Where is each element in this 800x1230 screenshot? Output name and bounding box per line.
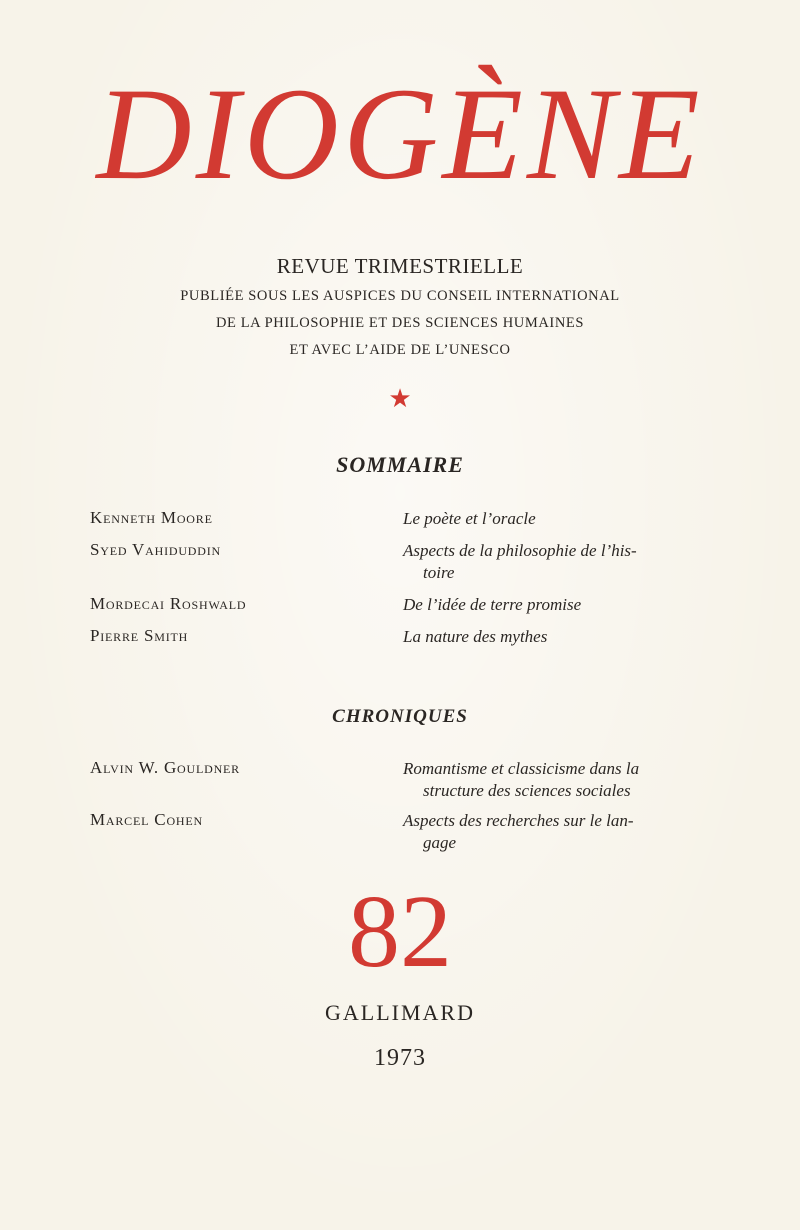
sommaire-heading: SOMMAIRE bbox=[336, 452, 464, 477]
subtitle-line-1: PUBLIÉE SOUS LES AUSPICES DU CONSEIL INTERNATIONAL bbox=[180, 288, 620, 304]
chroniques-heading: CHRONIQUES bbox=[332, 706, 468, 727]
entry-author: Mordecai Roshwald bbox=[90, 594, 247, 613]
article-title-continuation: structure des sciences sociales bbox=[423, 781, 631, 800]
journal-title: DIOGÈNE bbox=[96, 60, 704, 207]
entry-article-title bbox=[403, 540, 693, 584]
journal-subtitle: REVUE TRIMESTRIELLE bbox=[276, 254, 524, 278]
entry-author: Kenneth Moore bbox=[90, 508, 213, 527]
publication-year: 1973 bbox=[374, 1045, 426, 1071]
article-title-line: Romantisme et classicisme dans la bbox=[403, 759, 640, 778]
article-title-line: Le poète et l’oracle bbox=[403, 509, 536, 528]
entry-article-title bbox=[403, 508, 693, 530]
article-title-continuation: toire bbox=[423, 563, 455, 582]
subtitle-line-2: DE LA PHILOSOPHIE ET DES SCIENCES HUMAINES bbox=[215, 315, 585, 331]
subtitle-line-3: ET AVEC L’AIDE DE L’UNESCO bbox=[289, 342, 511, 358]
entry-author: Syed Vahiduddin bbox=[90, 540, 221, 559]
article-title-line: Aspects des recherches sur le lan- bbox=[403, 811, 634, 830]
entry-article-title bbox=[403, 810, 693, 854]
publisher-name: GALLIMARD bbox=[325, 1000, 475, 1025]
article-title-line: De l’idée de terre promise bbox=[403, 595, 582, 614]
article-title-line: Aspects de la philosophie de l’his- bbox=[403, 541, 637, 560]
article-title-continuation: gage bbox=[423, 833, 457, 852]
entry-author: Marcel Cohen bbox=[90, 810, 203, 829]
entry-author: Alvin W. Gouldner bbox=[90, 758, 240, 777]
entry-author: Pierre Smith bbox=[90, 626, 189, 645]
issue-number: 82 bbox=[348, 874, 452, 989]
entry-article-title bbox=[403, 626, 693, 648]
star-icon: ★ bbox=[388, 384, 412, 413]
article-title-line: La nature des mythes bbox=[403, 627, 548, 646]
entry-article-title bbox=[403, 758, 693, 802]
entry-article-title bbox=[403, 594, 693, 616]
